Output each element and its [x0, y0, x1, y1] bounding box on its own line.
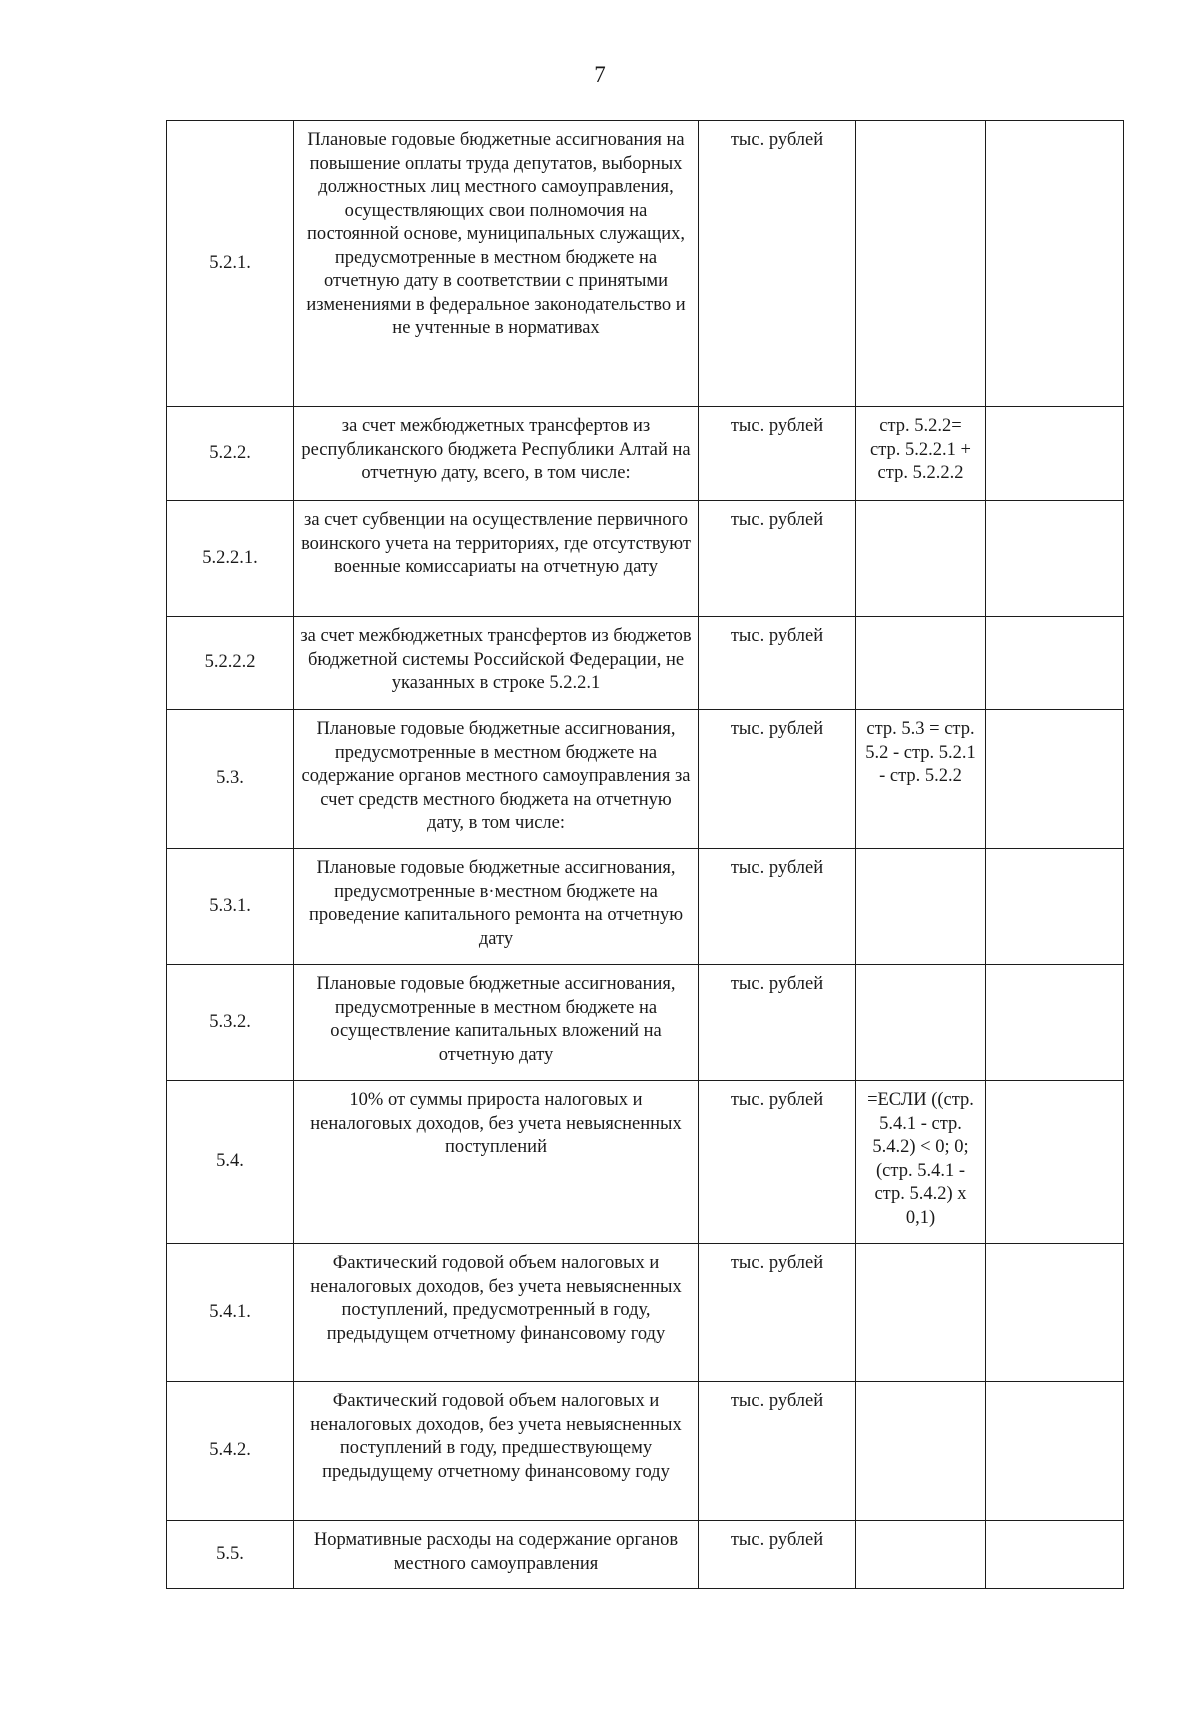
- row-number: 5.3.1.: [167, 849, 294, 965]
- row-formula: [856, 617, 986, 710]
- row-unit: тыс. рублей: [699, 501, 856, 617]
- row-description: Плановые годовые бюджетные ассигнования, предусмотренные в·местном бюджете на проведение капитального ремонта на отчетную дату: [294, 849, 699, 965]
- row-unit: тыс. рублей: [699, 407, 856, 501]
- row-value: [986, 1521, 1124, 1589]
- row-description: за счет субвенции на осуществление первичного воинского учета на территориях, где отсутствуют военные комиссариаты на отчетную дату: [294, 501, 699, 617]
- row-formula: [856, 1244, 986, 1382]
- row-description: Плановые годовые бюджетные ассигнования на повышение оплаты труда депутатов, выборных должностных лиц местного самоуправления, осуществляющих свои полномочия на постоянной основе, муниципальных служащих, предусмотренные в местном бюджете на отчетную дату в соответствии с принятыми изменениями в федеральное законодательство и не учтенные в нормативах: [294, 121, 699, 407]
- row-number: 5.3.2.: [167, 965, 294, 1081]
- row-number: 5.2.2.1.: [167, 501, 294, 617]
- row-unit: тыс. рублей: [699, 1244, 856, 1382]
- row-formula: [856, 501, 986, 617]
- row-unit: тыс. рублей: [699, 121, 856, 407]
- row-unit: тыс. рублей: [699, 617, 856, 710]
- row-unit: тыс. рублей: [699, 710, 856, 849]
- row-formula: [856, 965, 986, 1081]
- row-value: [986, 407, 1124, 501]
- table-row: [167, 501, 1124, 617]
- table-row: [167, 617, 1124, 710]
- row-unit: тыс. рублей: [699, 1382, 856, 1521]
- row-number: 5.4.2.: [167, 1382, 294, 1521]
- row-formula: [856, 1382, 986, 1521]
- table-row: [167, 1521, 1124, 1589]
- row-value: [986, 1382, 1124, 1521]
- row-description: за счет межбюджетных трансфертов из бюджетов бюджетной системы Российской Федерации, не указанных в строке 5.2.2.1: [294, 617, 699, 710]
- row-formula: [856, 121, 986, 407]
- table-row: [167, 849, 1124, 965]
- page-number: 7: [594, 62, 606, 87]
- row-formula: стр. 5.3 = стр. 5.2 - стр. 5.2.1 - стр. 5.2.2: [856, 710, 986, 849]
- table-row: [167, 1081, 1124, 1244]
- row-formula: =ЕСЛИ ((стр. 5.4.1 - стр. 5.4.2) < 0; 0; (стр. 5.4.1 - стр. 5.4.2) х 0,1): [856, 1081, 986, 1244]
- row-description: Плановые годовые бюджетные ассигнования, предусмотренные в местном бюджете на осуществление капитальных вложений на отчетную дату: [294, 965, 699, 1081]
- row-description: 10% от суммы прироста налоговых и неналоговых доходов, без учета невыясненных поступлений: [294, 1081, 699, 1244]
- row-description: Нормативные расходы на содержание органов местного самоуправления: [294, 1521, 699, 1589]
- table-row: [167, 1382, 1124, 1521]
- row-unit: тыс. рублей: [699, 1081, 856, 1244]
- row-value: [986, 1244, 1124, 1382]
- row-formula: [856, 849, 986, 965]
- table-row: [167, 121, 1124, 407]
- row-formula: стр. 5.2.2= стр. 5.2.2.1 + стр. 5.2.2.2: [856, 407, 986, 501]
- row-number: 5.2.2.: [167, 407, 294, 501]
- row-number: 5.2.2.2: [167, 617, 294, 710]
- row-description: Фактический годовой объем налоговых и неналоговых доходов, без учета невыясненных поступлений, предусмотренный в году, предыдущем отчетному финансовому году: [294, 1244, 699, 1382]
- row-number: 5.2.1.: [167, 121, 294, 407]
- row-value: [986, 617, 1124, 710]
- table-row: [167, 710, 1124, 849]
- row-unit: тыс. рублей: [699, 965, 856, 1081]
- row-number: 5.4.1.: [167, 1244, 294, 1382]
- row-value: [986, 501, 1124, 617]
- table-row: [167, 965, 1124, 1081]
- row-value: [986, 965, 1124, 1081]
- row-number: 5.3.: [167, 710, 294, 849]
- table-row: [167, 1244, 1124, 1382]
- row-value: [986, 710, 1124, 849]
- row-description: Плановые годовые бюджетные ассигнования, предусмотренные в местном бюджете на содержание органов местного самоуправления за счет средств местного бюджета на отчетную дату, в том числе:: [294, 710, 699, 849]
- row-value: [986, 121, 1124, 407]
- row-number: 5.4.: [167, 1081, 294, 1244]
- row-unit: тыс. рублей: [699, 849, 856, 965]
- row-number: 5.5.: [167, 1521, 294, 1589]
- row-unit: тыс. рублей: [699, 1521, 856, 1589]
- indicators-table: [166, 120, 1124, 1589]
- row-value: [986, 849, 1124, 965]
- row-description: Фактический годовой объем налоговых и неналоговых доходов, без учета невыясненных поступлений в году, предшествующему предыдущему отчетному финансовому году: [294, 1382, 699, 1521]
- row-formula: [856, 1521, 986, 1589]
- table-row: [167, 407, 1124, 501]
- row-description: за счет межбюджетных трансфертов из республиканского бюджета Республики Алтай на отчетную дату, всего, в том числе:: [294, 407, 699, 501]
- row-value: [986, 1081, 1124, 1244]
